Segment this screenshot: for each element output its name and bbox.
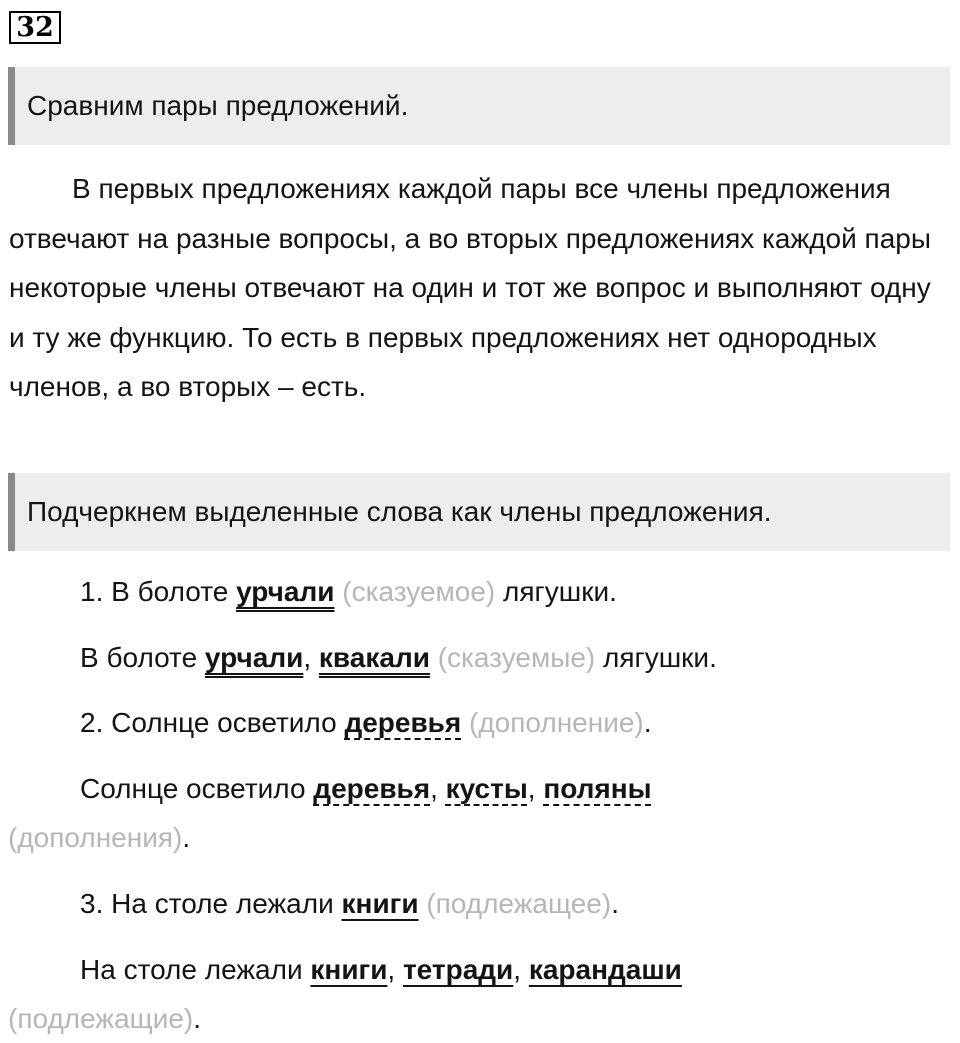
- member-note: (подлежащие): [8, 1003, 194, 1034]
- subject-word: тетради: [402, 954, 514, 985]
- sentence-text: На столе лежали: [80, 954, 311, 985]
- member-note: (дополнения): [8, 822, 183, 853]
- predicate-word: урчали: [236, 576, 335, 607]
- sentence-3b: [0, 950, 960, 990]
- sentence-text: .: [611, 888, 619, 919]
- object-word: кусты: [445, 773, 528, 804]
- subject-word: книги: [310, 954, 388, 985]
- sentence-text: .: [193, 1003, 202, 1034]
- sentence-1b: [0, 638, 960, 678]
- object-word: деревья: [313, 773, 431, 804]
- subject-word: карандаши: [528, 954, 682, 985]
- section-heading-compare: Сравним пары предложений.: [8, 67, 950, 145]
- sentence-text: 3. На столе лежали: [80, 888, 342, 919]
- sentence-text: В болоте: [80, 642, 205, 673]
- sentence-3b-continued: [0, 999, 958, 1039]
- sentence-2a: [0, 703, 960, 743]
- object-word: деревья: [344, 707, 462, 738]
- predicate-word: квакали: [318, 642, 430, 673]
- sentence-text: Солнце осветило: [80, 773, 314, 804]
- sentence-text: .: [182, 822, 191, 853]
- separator: ,: [387, 954, 403, 985]
- sentence-1a: [0, 572, 960, 612]
- separator: ,: [430, 773, 446, 804]
- member-note: (подлежащее): [426, 888, 612, 919]
- sentence-text: 1. В болоте: [80, 576, 237, 607]
- separator: ,: [513, 954, 529, 985]
- sentence-2b: [0, 769, 960, 809]
- sentence-text: лягушки.: [495, 576, 617, 607]
- member-note: (сказуемое): [342, 576, 496, 607]
- sentence-2b-continued: [0, 818, 958, 858]
- object-word: поляны: [543, 773, 652, 804]
- sentence-3a: [0, 884, 960, 924]
- sentence-text: лягушки.: [595, 642, 717, 673]
- member-note: (дополнение): [469, 707, 644, 738]
- sentence-text: 2. Солнце осветило: [80, 707, 345, 738]
- member-note: (сказуемые): [437, 642, 596, 673]
- explanation-paragraph: В первых предложениях каждой пары все члены предложения отвечают на разные вопросы, а во вторых предложениях каждой пары некоторые члены отвечают на один и тот же вопрос и выполняют одну и ту же функцию. То есть в первых предложениях нет однородных членов, а во вторых – есть.: [9, 173, 931, 403]
- predicate-word: урчали: [204, 642, 304, 673]
- sentence-text: .: [643, 707, 652, 738]
- subject-word: книги: [341, 888, 419, 919]
- separator: ,: [303, 642, 319, 673]
- section-heading-underline: Подчеркнем выделенные слова как члены предложения.: [8, 473, 950, 551]
- exercise-number: 32: [9, 11, 61, 44]
- separator: ,: [527, 773, 544, 804]
